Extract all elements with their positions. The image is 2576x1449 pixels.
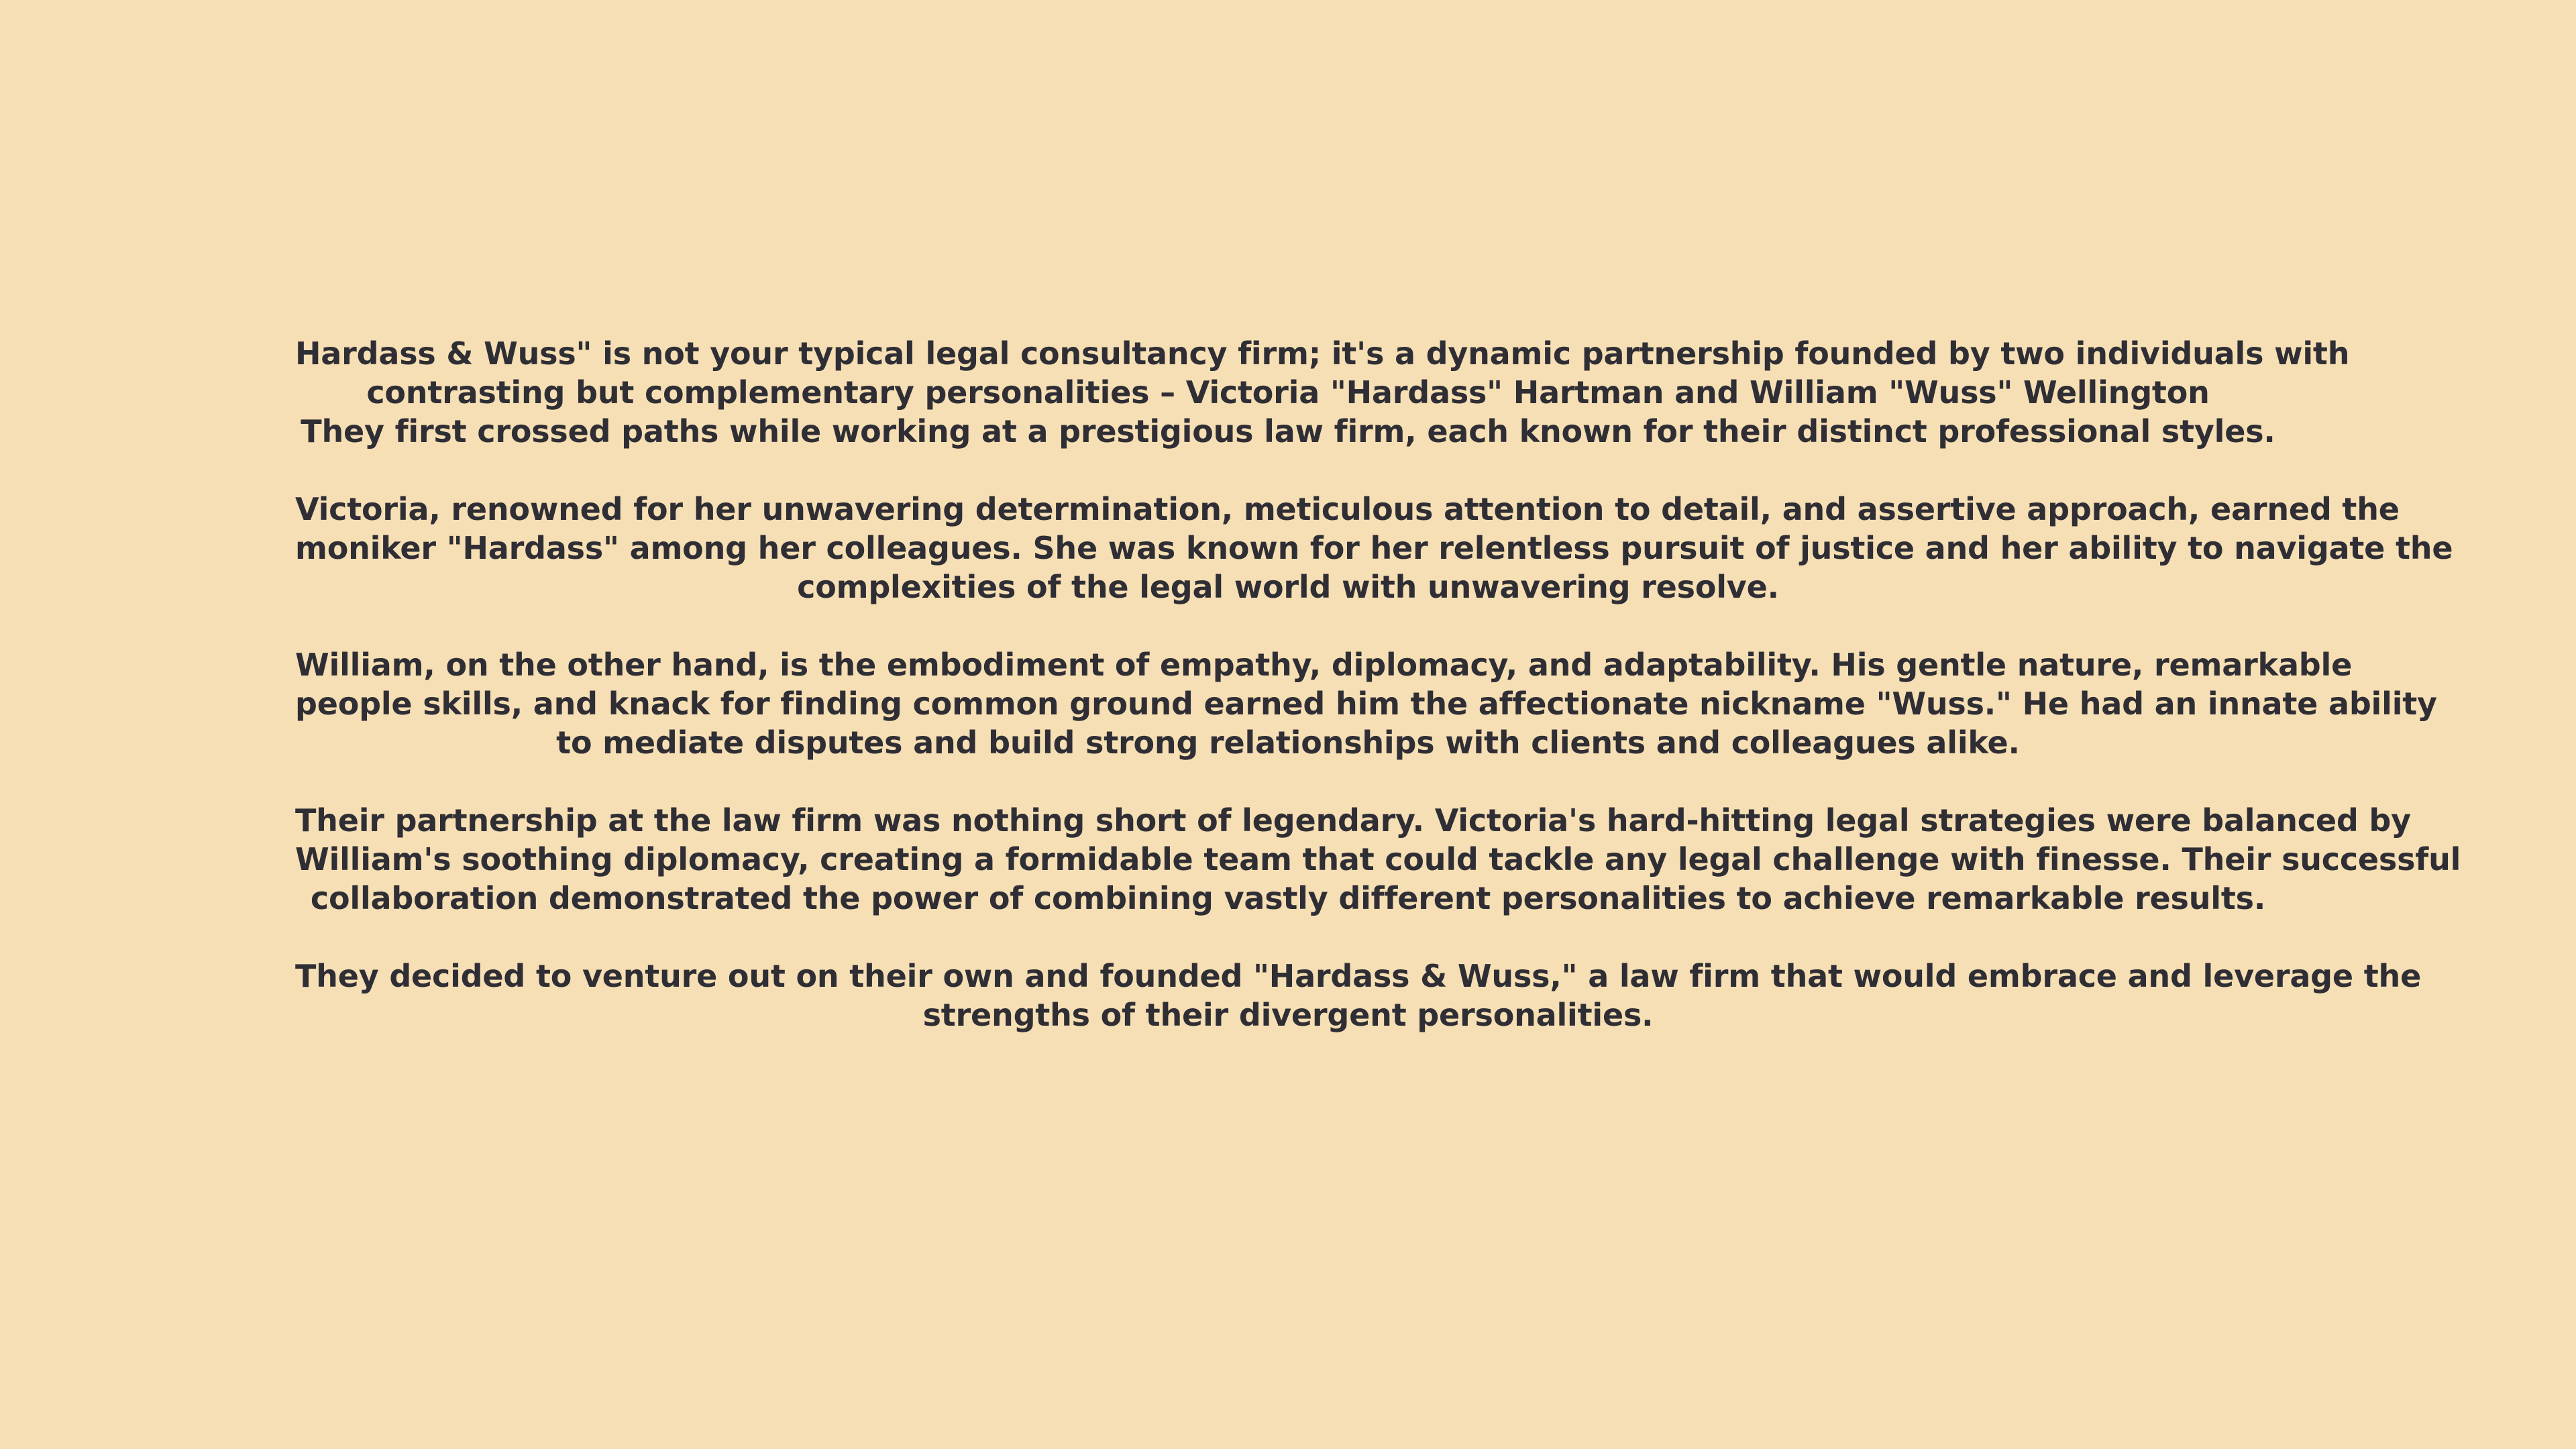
text-line: Hardass & Wuss" is not your typical legal consultancy firm; it's a dynamic partnership founded by two individuals with <box>295 335 2350 372</box>
text-line: moniker "Hardass" among her colleagues. She was known for her relentless pursuit of justice and her ability to navigate the <box>295 530 2453 566</box>
body-text <box>295 334 2461 1034</box>
text-line: Victoria, renowned for her unwavering determination, meticulous attention to detail, and assertive approach, earned the <box>295 491 2400 527</box>
text-line: William's soothing diplomacy, creating a formidable team that could tackle any legal challenge with finesse. Their successful <box>295 841 2461 877</box>
text-line: William, on the other hand, is the embodiment of empathy, diplomacy, and adaptability. His gentle nature, remarkable <box>295 647 2353 683</box>
text-line: to mediate disputes and build strong relationships with clients and colleagues alike. <box>556 724 2020 761</box>
text-line: strengths of their divergent personalities. <box>922 997 1654 1033</box>
text-line: They first crossed paths while working at a prestigious law firm, each known for their distinct professional styles. <box>301 413 2275 449</box>
text-line: people skills, and knack for finding common ground earned him the affectionate nickname "Wuss." He had an innate ability <box>295 686 2437 722</box>
text-line: contrasting but complementary personalities – Victoria "Hardass" Hartman and William "Wuss" Wellington <box>366 374 2210 411</box>
text-line: collaboration demonstrated the power of combining vastly different personalities to achieve remarkable results. <box>310 880 2266 916</box>
paragraph-venture <box>295 957 2422 1034</box>
paragraph-victoria <box>295 490 2453 606</box>
paragraph-partnership <box>295 801 2461 918</box>
text-line: complexities of the legal world with unwavering resolve. <box>797 569 1779 605</box>
paragraph-william <box>295 645 2437 762</box>
text-line: Their partnership at the law firm was nothing short of legendary. Victoria's hard-hitting legal strategies were balanced by <box>295 802 2411 839</box>
paragraph-founding <box>295 334 2350 451</box>
text-line: They decided to venture out on their own and founded "Hardass & Wuss," a law firm that would embrace and leverage the <box>295 958 2422 994</box>
